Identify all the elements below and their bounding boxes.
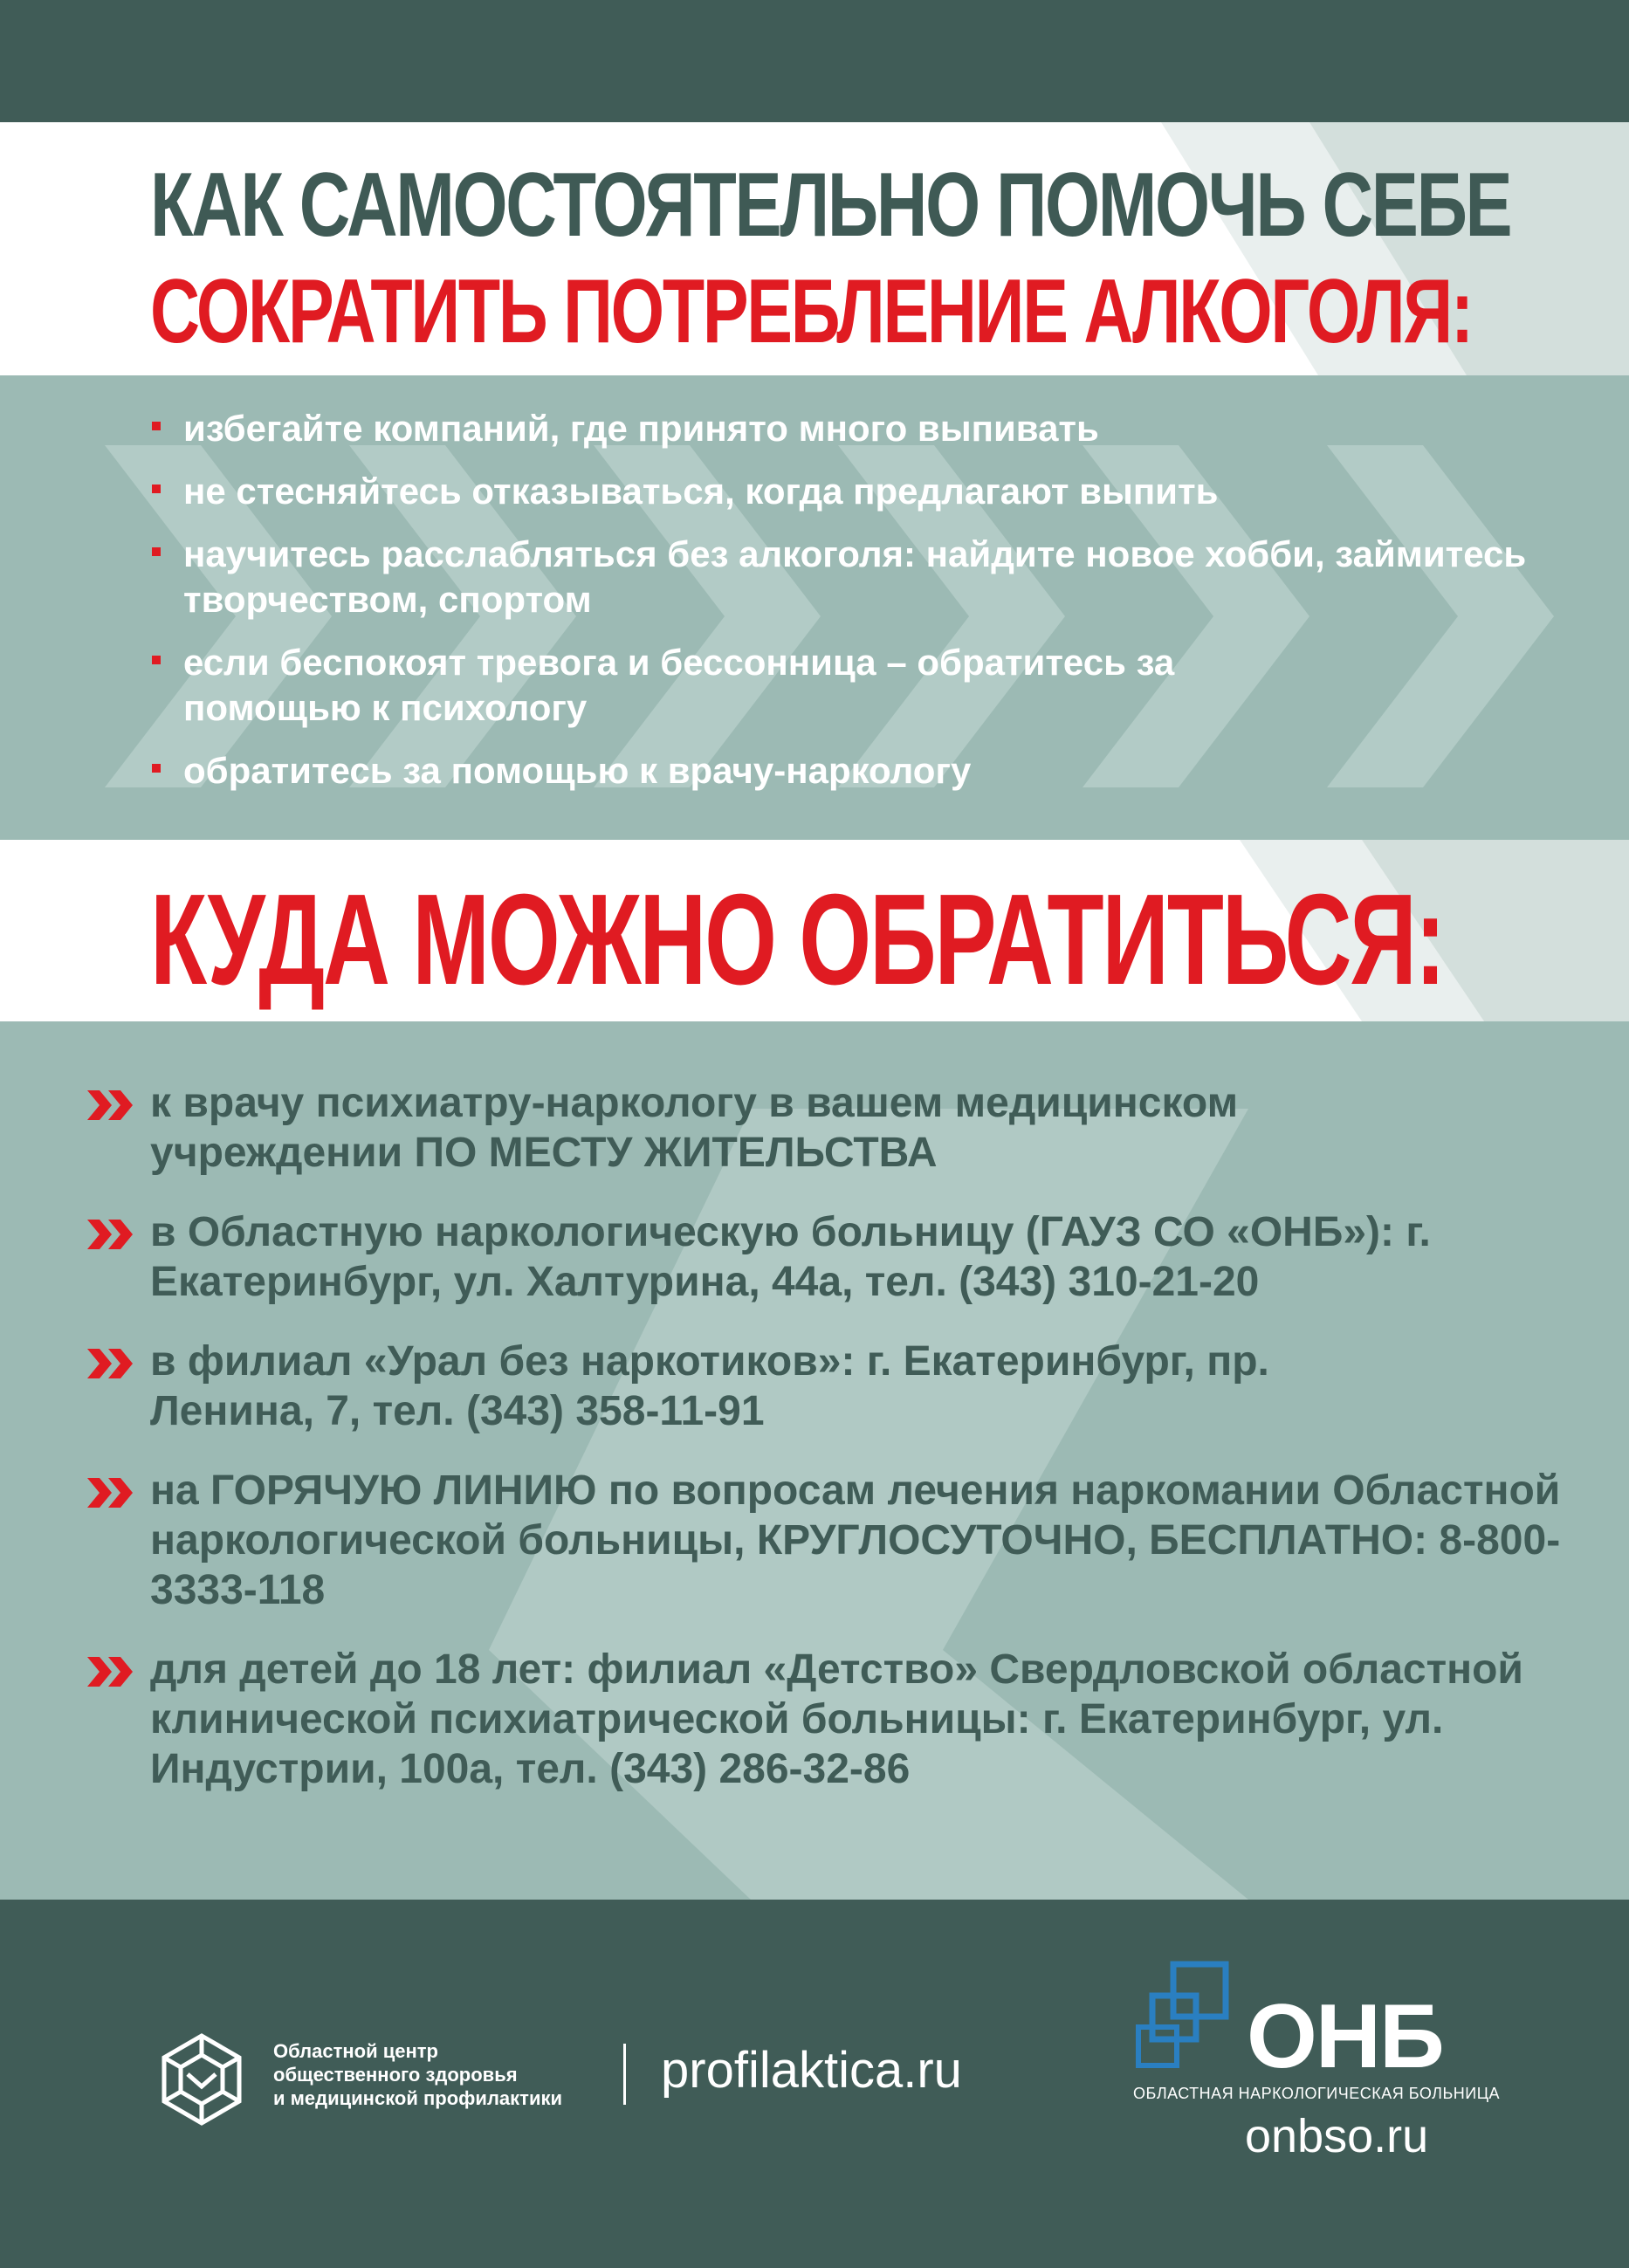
bullet-square-icon: [152, 422, 161, 430]
profilaktica-link[interactable]: profilaktica.ru: [661, 2042, 962, 2099]
bullet-square-icon: [152, 547, 161, 556]
bullet-square-icon: [152, 656, 161, 664]
double-chevron-icon: [87, 1220, 140, 1249]
tip-item: если беспокоят тревога и бессонница – обратитесь за помощью к психологу: [148, 640, 1240, 731]
title-line-2: СОКРАТИТЬ ПОТРЕБЛЕНИЕ АЛКОГОЛЯ:: [150, 261, 1472, 362]
footer-divider: [623, 2044, 626, 2105]
footer: [0, 1900, 1629, 2268]
contact-item: в Областную наркологическую больницу (ГАУЗ СО «ОНБ»): г. Екатеринбург, ул. Халтурина, 44а, тел. (343) 310-21-20: [87, 1207, 1589, 1307]
tips-panel: [0, 375, 1629, 840]
top-band: [0, 0, 1629, 122]
contact-item: в филиал «Урал без наркотиков»: г. Екатеринбург, пр. Ленина, 7, тел. (343) 358-11-91: [87, 1337, 1362, 1436]
contact-item: на ГОРЯЧУЮ ЛИНИЮ по вопросам лечения наркомании Областной наркологической больницы, КРУГЛОСУТОЧНО, БЕСПЛАТНО: 8-800-3333-118: [87, 1466, 1589, 1615]
bullet-square-icon: [152, 764, 161, 773]
tip-item: научитесь расслабляться без алкоголя: найдите новое хобби, займитесь творчеством, спортом: [148, 532, 1580, 622]
double-chevron-icon: [87, 1478, 140, 1508]
title-band: [0, 122, 1629, 375]
double-chevron-icon: [87, 1090, 140, 1120]
contact-item: для детей до 18 лет: филиал «Детство» Свердловской областной клинической психиатрической больницы: г. Екатеринбург, ул. Индустрии, 100а, тел. (343) 286-32-86: [87, 1645, 1589, 1794]
onbso-link[interactable]: onbso.ru: [1245, 2110, 1429, 2162]
health-center-logo-icon: [153, 2031, 251, 2128]
where-title: КУДА МОЖНО ОБРАТИТЬСЯ:: [150, 868, 1445, 1012]
tip-item: обратитесь за помощью к врачу-наркологу: [148, 748, 1510, 794]
onb-full-name: ОБЛАСТНАЯ НАРКОЛОГИЧЕСКАЯ БОЛЬНИЦА: [1133, 2085, 1501, 2102]
onb-logo-icon: [1135, 1961, 1240, 2076]
bullet-square-icon: [152, 485, 161, 493]
contacts-list: [87, 1078, 1589, 1824]
onb-abbr: ОНБ: [1247, 1986, 1443, 2087]
tip-item: не стесняйтесь отказываться, когда предлагают выпить: [148, 469, 1510, 514]
contacts-panel: [0, 1021, 1629, 1900]
double-chevron-icon: [87, 1349, 140, 1378]
where-band: [0, 840, 1629, 1021]
tips-list: [148, 406, 1527, 811]
org-name: Областной центр общественного здоровья и медицинской профилактики: [273, 2040, 562, 2109]
tip-item: избегайте компаний, где принято много выпивать: [148, 406, 1510, 451]
double-chevron-icon: [87, 1657, 140, 1687]
contact-item: к врачу психиатру-наркологу в вашем медицинском учреждении ПО МЕСТУ ЖИТЕЛЬСТВА: [87, 1078, 1449, 1178]
title-line-1: КАК САМОСТОЯТЕЛЬНО ПОМОЧЬ СЕБЕ: [150, 155, 1511, 256]
